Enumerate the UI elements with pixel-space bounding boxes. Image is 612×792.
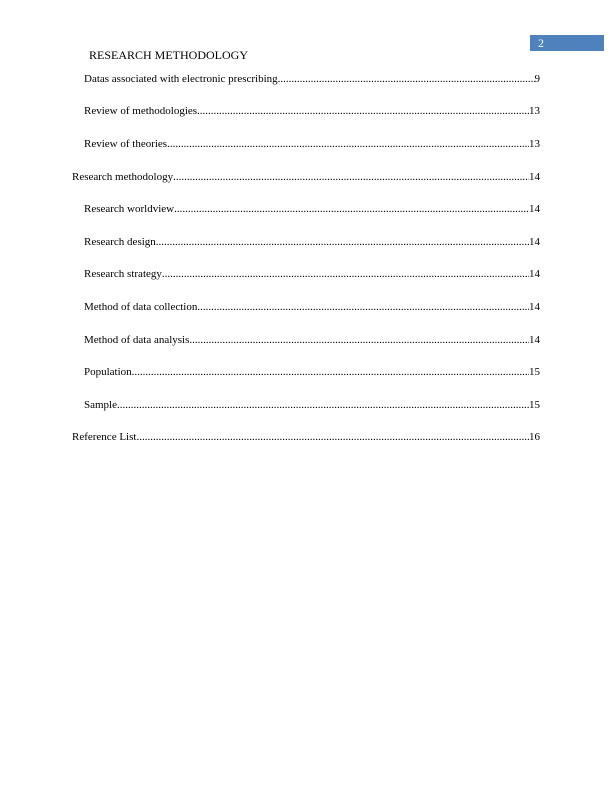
toc-entry-page: 13 — [529, 138, 540, 150]
toc-entry-page: 14 — [529, 171, 540, 183]
toc-dot-leader — [173, 170, 529, 185]
toc-dot-leader — [156, 235, 529, 250]
toc-entry-title: Datas associated with electronic prescribing — [84, 73, 278, 85]
toc-dot-leader — [132, 365, 529, 380]
toc-dot-leader — [197, 300, 529, 315]
toc-entry[interactable] — [84, 202, 540, 217]
toc-entry[interactable] — [84, 137, 540, 152]
toc-entry[interactable] — [84, 398, 540, 413]
toc-entry-title: Review of methodologies — [84, 105, 198, 117]
running-header: RESEARCH METHODOLOGY — [89, 48, 248, 62]
toc-entry-title: Method of data analysis — [84, 334, 190, 346]
toc-dot-leader — [174, 202, 529, 217]
toc-entry-title: Research strategy — [84, 268, 162, 280]
page-number: 2 — [538, 36, 544, 50]
toc-entry-title: Research methodology — [72, 171, 174, 183]
toc-dot-leader — [189, 333, 529, 348]
page-number-badge — [530, 35, 604, 51]
toc-entry-page: 14 — [529, 301, 540, 313]
toc-entry-title: Review of theories — [84, 138, 168, 150]
toc-entry-title: Population — [84, 366, 132, 378]
toc-dot-leader — [197, 104, 529, 119]
toc-entry-page: 15 — [529, 399, 540, 411]
toc-entry[interactable] — [84, 300, 540, 315]
toc-entry-page: 9 — [534, 73, 540, 85]
toc-entry-title: Research design — [84, 236, 156, 248]
toc-entry-title: Method of data collection — [84, 301, 198, 313]
toc-dot-leader — [278, 72, 535, 87]
toc-dot-leader — [167, 137, 529, 152]
toc-dot-leader — [117, 398, 529, 413]
toc-dot-leader — [162, 267, 529, 282]
toc-entry[interactable] — [84, 72, 540, 87]
toc-entry[interactable] — [84, 104, 540, 119]
toc-entry-page: 14 — [529, 334, 540, 346]
toc-entry[interactable] — [84, 333, 540, 348]
toc-entry-page: 14 — [529, 203, 540, 215]
toc-entry-title: Sample — [84, 399, 117, 411]
toc-entry-page: 14 — [529, 268, 540, 280]
toc-entry[interactable] — [84, 365, 540, 380]
toc-entry-page: 15 — [529, 366, 540, 378]
toc-entry-page: 14 — [529, 236, 540, 248]
toc-entry[interactable] — [72, 170, 540, 185]
toc-entry[interactable] — [84, 235, 540, 250]
toc-entry-page: 13 — [529, 105, 540, 117]
toc-entry-title: Research worldview — [84, 203, 175, 215]
toc-entry-page: 16 — [529, 431, 540, 443]
toc-entry[interactable] — [84, 267, 540, 282]
toc-entry-title: Reference List — [72, 431, 137, 443]
toc-dot-leader — [136, 430, 529, 445]
toc-entry[interactable] — [72, 430, 540, 445]
